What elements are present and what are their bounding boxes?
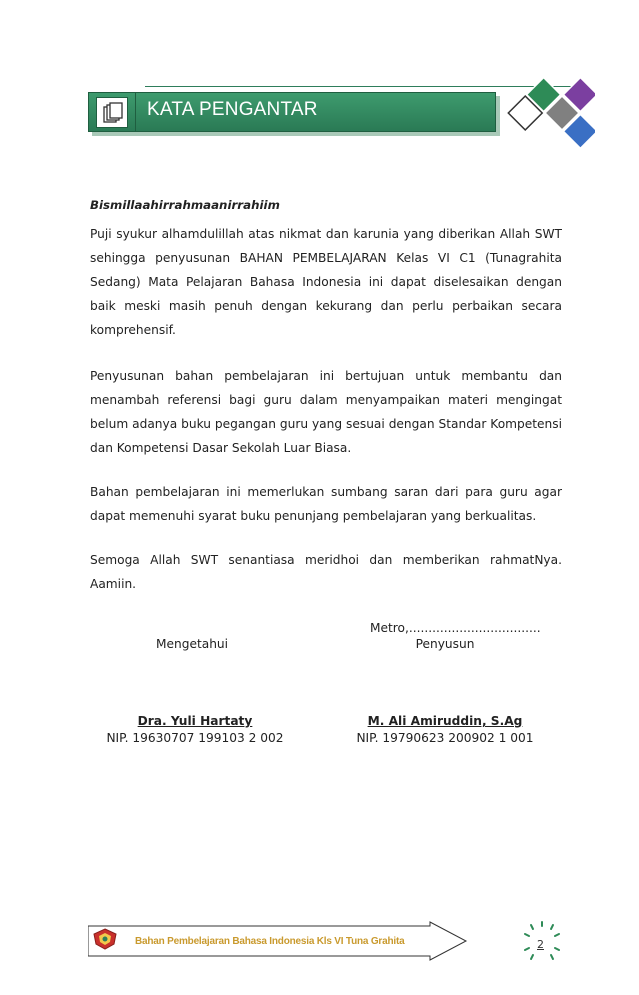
right-signatory-name: M. Ali Amiruddin, S.Ag (367, 714, 523, 728)
left-role: Mengetahui (155, 637, 229, 651)
right-role: Penyusun (415, 637, 475, 651)
page-title: KATA PENGANTAR (147, 99, 318, 120)
paragraph-3: Bahan pembelajaran ini memerlukan sumbang saran dari para guru agar dapat memenuhi syarat buku penunjang pembelajaran yang berkualitas. (90, 485, 562, 523)
paragraph-4: Semoga Allah SWT senantiasa meridhoi dan memberikan rahmatNya. Aamiin. (90, 553, 562, 591)
opening-greeting: Bismillaahirrahmaanirrahiim (90, 198, 280, 212)
page-number: 2 (537, 938, 544, 951)
footer-title: Bahan Pembelajaran Bahasa Indonesia Kls VI Tuna Grahita (135, 936, 405, 947)
left-signatory-name: Dra. Yuli Hartaty (137, 714, 253, 728)
school-emblem-icon (92, 928, 118, 950)
paragraph-1: Puji syukur alhamdulillah atas nikmat dan karunia yang diberikan Allah SWT sehingga penyusunan BAHAN PEMBELAJARAN Kelas VI C1 (Tunagrahita Sedang) Mata Pelajaran Bahasa Indonesia ini dapat diselesaikan dengan baik meski masih penuh dengan kekurang dan perlu perbaikan secara komprehensif. (90, 227, 562, 337)
header-banner (88, 92, 496, 132)
place-date: Metro,.................................. (370, 621, 541, 635)
diamond-decoration (505, 75, 595, 175)
pages-icon (96, 97, 128, 128)
right-signatory-nip: NIP. 19790623 200902 1 001 (356, 731, 534, 745)
header-separator (135, 93, 136, 131)
left-signatory-nip: NIP. 19630707 199103 2 002 (106, 731, 284, 745)
paragraph-2: Penyusunan bahan pembelajaran ini bertujuan untuk membantu dan menambah referensi bagi guru dalam menyampaikan materi mengingat belum adanya buku pegangan guru yang sesuai dengan Standar Kompetensi dan Kompetensi Dasar Sekolah Luar Biasa. (90, 369, 562, 455)
